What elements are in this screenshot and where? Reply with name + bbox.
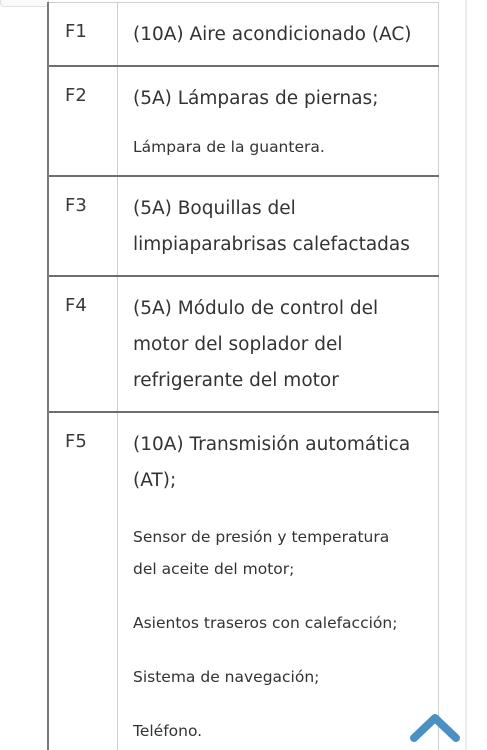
table-row: [48, 412, 439, 750]
fuse-code-cell: [48, 412, 118, 750]
fuse-description: (10A) Transmisión automática: [133, 434, 411, 455]
fuse-description-cell: [118, 176, 439, 276]
fuse-sub-description: del aceite del motor;: [133, 560, 295, 578]
fuse-description: (5A) Módulo de control del: [133, 298, 379, 319]
fuse-sub-description: Lámpara de la guantera.: [133, 138, 325, 156]
fuse-sub-description: Asientos traseros con calefacción;: [133, 614, 398, 632]
fuse-code-cell: [48, 66, 118, 176]
fuse-description: (5A) Lámparas de piernas;: [133, 88, 379, 109]
fuse-description-cell: [118, 276, 439, 412]
fuse-code: F5: [65, 431, 87, 452]
fuse-sub-description: Sensor de presión y temperatura: [133, 528, 390, 546]
top-tab: [0, 0, 49, 7]
fuse-code-cell: [48, 276, 118, 412]
fuse-code-cell: [48, 176, 118, 276]
table-row: [48, 3, 439, 67]
fuse-description: motor del soplador del: [133, 334, 343, 355]
table-row: [48, 66, 439, 176]
fuse-description: (10A) Aire acondicionado (AC): [133, 24, 412, 45]
fuse-description: (5A) Boquillas del: [133, 198, 296, 219]
fuse-table: [47, 2, 439, 750]
fuse-description: limpiaparabrisas calefactadas: [133, 234, 410, 255]
scroll-to-top-button[interactable]: [408, 708, 462, 744]
chevron-up-icon: [408, 708, 462, 744]
scrollbar-track: [465, 0, 467, 750]
fuse-description: (AT);: [133, 470, 177, 491]
fuse-sub-description: Teléfono.: [133, 722, 203, 740]
fuse-code: F4: [65, 295, 87, 316]
fuse-sub-description: Sistema de navegación;: [133, 668, 320, 686]
fuse-description-cell: [118, 66, 439, 176]
fuse-description-cell: [118, 3, 439, 67]
fuse-code: F3: [65, 195, 87, 216]
fuse-code: F1: [65, 21, 87, 42]
fuse-description: refrigerante del motor: [133, 370, 339, 391]
fuse-code: F2: [65, 85, 87, 106]
table-row: [48, 276, 439, 412]
fuse-code-cell: [48, 3, 118, 67]
table-row: [48, 176, 439, 276]
fuse-description-cell: [118, 412, 439, 750]
